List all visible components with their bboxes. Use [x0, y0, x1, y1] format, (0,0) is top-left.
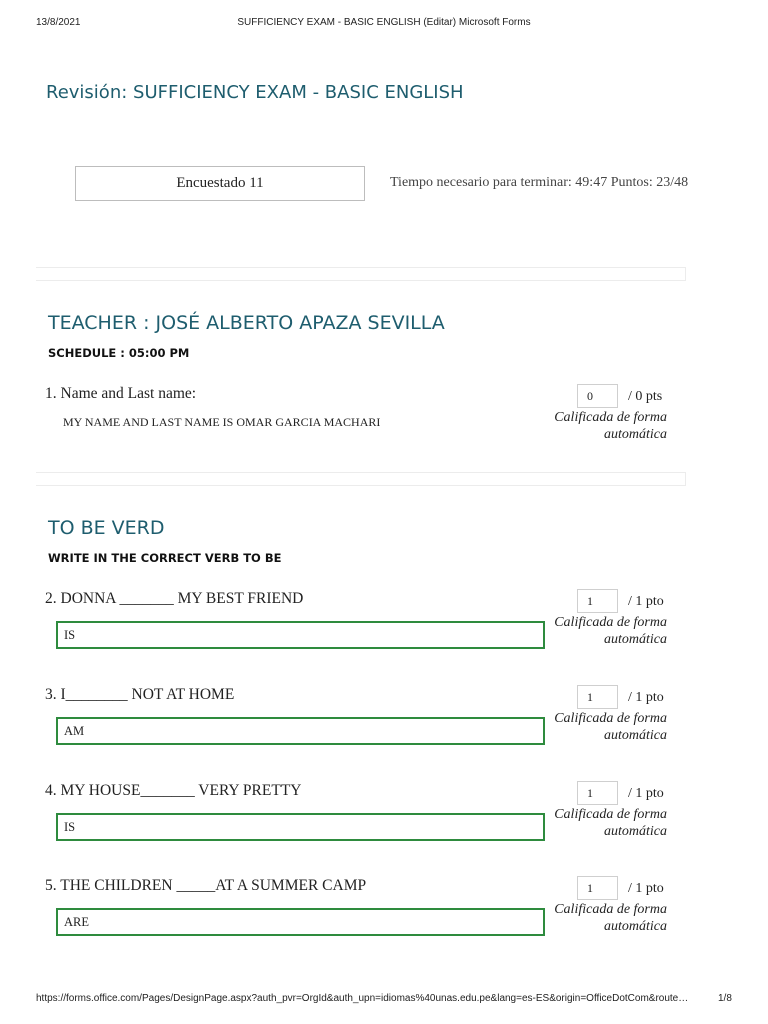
question-label: 3. I________ NOT AT HOME — [45, 686, 235, 703]
auto-graded-note: Calificada de forma automática — [554, 615, 667, 647]
section-divider — [36, 267, 686, 281]
answer-field: AM — [56, 717, 545, 745]
section-subtitle: WRITE IN THE CORRECT VERB TO BE — [48, 551, 282, 565]
score-input[interactable]: 1 — [577, 781, 618, 805]
answer-field: ARE — [56, 908, 545, 936]
response-meta: Tiempo necesario para terminar: 49:47 Puntos: 23/48 — [390, 175, 689, 190]
score-input[interactable]: 1 — [577, 685, 618, 709]
auto-graded-note: Calificada de forma automática — [554, 410, 667, 442]
auto-graded-note: Calificada de forma automática — [554, 902, 667, 934]
score-max: / 1 pto — [628, 786, 664, 801]
question-label: 1. Name and Last name: — [45, 385, 197, 402]
page-title: Revisión: SUFFICIENCY EXAM - BASIC ENGLISH — [46, 82, 464, 103]
section-title: TEACHER : JOSÉ ALBERTO APAZA SEVILLA — [48, 312, 445, 334]
auto-graded-note: Calificada de forma automática — [554, 807, 667, 839]
answer-field: IS — [56, 621, 545, 649]
section-title: TO BE VERD — [48, 517, 165, 539]
question-label: 5. THE CHILDREN _____AT A SUMMER CAMP — [45, 877, 367, 894]
answer-field: IS — [56, 813, 545, 841]
print-window-title: SUFFICIENCY EXAM - BASIC ENGLISH (Editar) Microsoft Forms — [237, 17, 531, 28]
section-subtitle: SCHEDULE : 05:00 PM — [48, 346, 190, 360]
score-max: / 0 pts — [628, 389, 663, 404]
question-label: 4. MY HOUSE_______ VERY PRETTY — [45, 782, 302, 799]
score-input[interactable]: 1 — [577, 876, 618, 900]
score-max: / 1 pto — [628, 594, 664, 609]
print-date: 13/8/2021 — [36, 17, 81, 28]
score-max: / 1 pto — [628, 690, 664, 705]
print-page-number: 1/8 — [718, 993, 732, 1004]
score-input[interactable]: 0 — [577, 384, 618, 408]
respondent-selector[interactable]: Encuestado 11 — [75, 166, 365, 201]
auto-graded-note: Calificada de forma automática — [554, 711, 667, 743]
print-url: https://forms.office.com/Pages/DesignPage.aspx?auth_pvr=OrgId&auth_upn=idiomas%40unas.edu.pe&lang=es-ES&origin=OfficeDotCom&route… — [36, 993, 689, 1004]
score-max: / 1 pto — [628, 881, 664, 896]
section-divider — [36, 472, 686, 486]
score-input[interactable]: 1 — [577, 589, 618, 613]
question-answer: MY NAME AND LAST NAME IS OMAR GARCIA MACHARI — [63, 415, 381, 429]
question-label: 2. DONNA _______ MY BEST FRIEND — [45, 590, 304, 607]
